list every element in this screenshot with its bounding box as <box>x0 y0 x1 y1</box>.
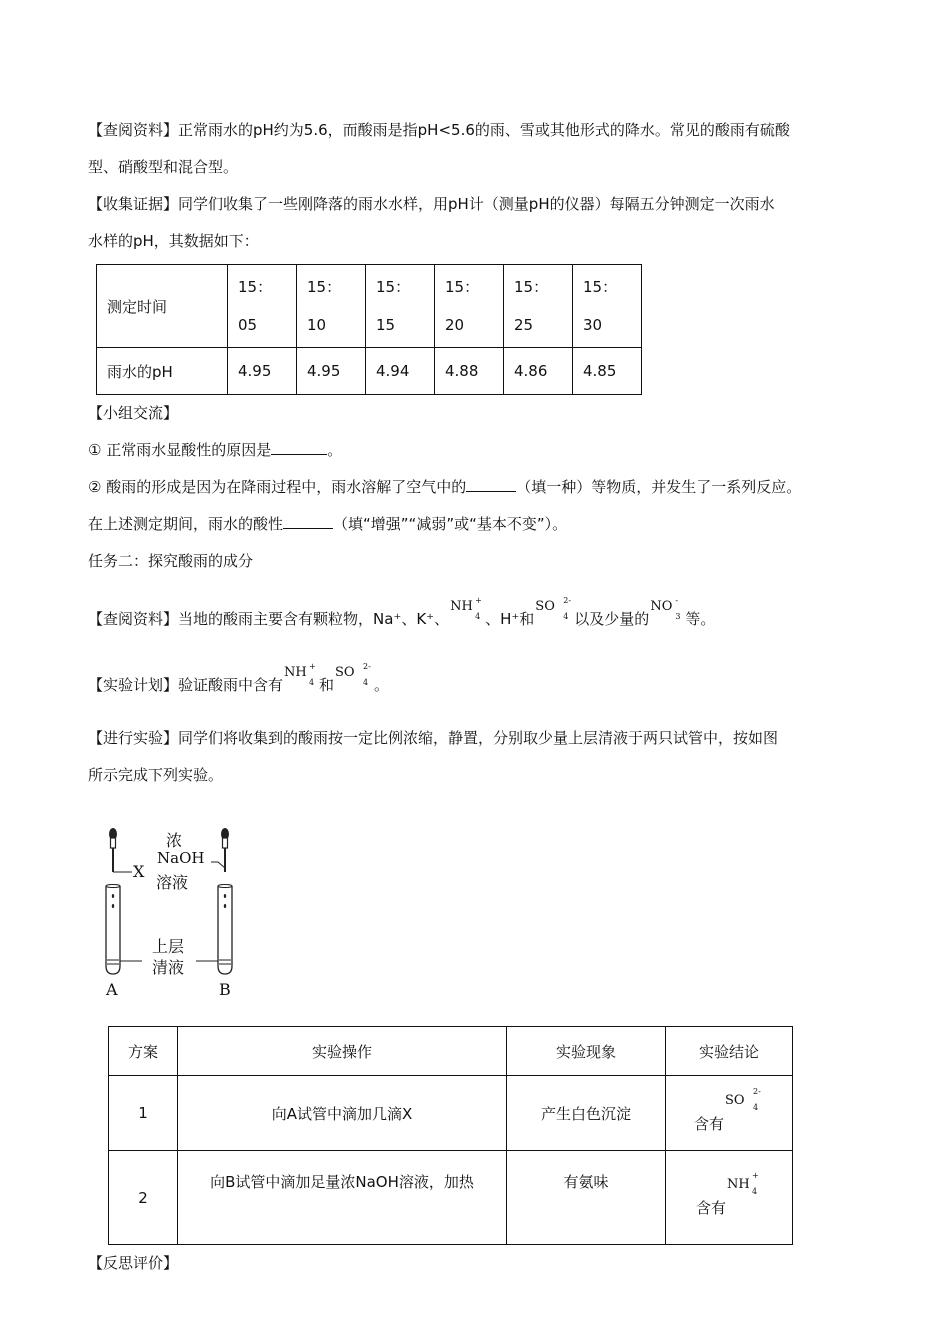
ion-text-start: 【查阅资料】当地的酸雨主要含有颗粒物，Na⁺、K⁺、 <box>88 610 450 628</box>
formula-subscript: 4 <box>753 1102 759 1112</box>
header-phenomenon: 实验现象 <box>507 1027 666 1076</box>
formula-subscript: 4 <box>563 612 569 621</box>
task-two-heading: 任务二：探究酸雨的成分 <box>88 552 254 570</box>
formula-base: SO <box>335 665 355 680</box>
header-operation: 实验操作 <box>178 1027 507 1076</box>
time-hour: 15： <box>583 278 618 296</box>
time-cell <box>435 265 504 348</box>
time-hour: 15： <box>514 278 549 296</box>
question-1 <box>88 432 878 469</box>
group-discussion-title: 【小组交流】 <box>88 404 179 422</box>
time-minute: 10 <box>307 316 327 334</box>
phenomenon-cell: 产生白色沉淀 <box>507 1076 666 1151</box>
paragraph-evidence-b: 水样的pH，其数据如下： <box>88 232 259 250</box>
reagent-x-label: X <box>133 862 145 881</box>
sulfate-formula <box>725 1086 763 1123</box>
experiment-plan-paragraph <box>88 654 878 704</box>
dropper-naoh-icon <box>211 828 229 872</box>
reflection-heading: 【反思评价】 <box>88 1254 179 1272</box>
formula-base: NH <box>284 665 307 680</box>
table-row-ph <box>97 348 642 395</box>
time-cell <box>573 265 642 348</box>
row-label-ph: 雨水的pH <box>97 348 228 395</box>
experiment-procedure-b: 所示完成下列实验。 <box>88 766 224 784</box>
time-minute: 30 <box>583 316 603 334</box>
experiment-table-header <box>109 1027 793 1076</box>
plan-text-start: 【实验计划】验证酸雨中含有 <box>88 676 284 694</box>
ammonium-formula <box>727 1171 761 1207</box>
formula-base: SO <box>535 599 555 614</box>
ammonium-formula <box>450 588 484 621</box>
formula-subscript: 3 <box>675 612 681 621</box>
question-2 <box>88 469 878 506</box>
phenomenon-cell: 有氨味 <box>507 1151 666 1245</box>
answer-blank-3[interactable] <box>283 510 333 529</box>
time-minute: 20 <box>445 316 465 334</box>
time-hour: 15： <box>376 278 411 296</box>
sulfate-formula <box>335 654 373 687</box>
formula-subscript: 4 <box>363 678 369 687</box>
ph-data-table <box>96 264 642 395</box>
formula-charge: 2- <box>753 1086 761 1096</box>
naoh-label-line3: 溶液 <box>156 873 189 892</box>
experiment-procedure-a: 【进行实验】同学们将收集到的酸雨按一定比例浓缩，静置，分别取少量上层清液于两只试管中，按如图 <box>88 729 779 747</box>
ph-value-cell: 4.88 <box>435 348 504 395</box>
formula-charge: + <box>475 596 482 605</box>
formula-base: NH <box>727 1177 750 1192</box>
formula-base: NH <box>450 599 473 614</box>
question-1-end: 。 <box>327 441 343 459</box>
nitrate-formula <box>650 588 684 621</box>
ammonium-formula <box>284 654 318 687</box>
header-conclusion: 实验结论 <box>666 1027 793 1076</box>
answer-blank-2[interactable] <box>466 473 516 492</box>
supernatant-label-line1: 上层 <box>152 937 185 956</box>
formula-base: NO <box>650 599 673 614</box>
sulfate-formula <box>535 588 573 621</box>
formula-subscript: 4 <box>475 612 481 621</box>
tube-a-label: A <box>106 980 118 999</box>
question-1-text: ① 正常雨水显酸性的原因是 <box>88 441 272 459</box>
question-2-text: ② 酸雨的形成是因为在降雨过程中，雨水溶解了空气中的 <box>88 478 467 496</box>
formula-charge: - <box>675 596 679 605</box>
formula-charge: 2- <box>363 662 371 671</box>
table-row-time <box>97 265 642 348</box>
plan-text-mid: 和 <box>319 676 335 694</box>
ph-value-cell: 4.86 <box>504 348 573 395</box>
naoh-label-line2: NaOH <box>157 849 205 867</box>
ion-text-mid1: 、H⁺和 <box>485 610 535 628</box>
time-hour: 15： <box>238 278 273 296</box>
conclusion-text: 含有 <box>693 1114 724 1133</box>
time-cell <box>366 265 435 348</box>
formula-subscript: 4 <box>309 678 315 687</box>
ion-text-mid2: 以及少量的 <box>574 610 650 628</box>
formula-base: SO <box>725 1092 745 1108</box>
time-minute: 15 <box>376 316 396 334</box>
paragraph-evidence-a: 【收集证据】同学们收集了一些刚降落的雨水水样，用pH计（测量pH的仪器）每隔五分钟测定一次雨水 <box>88 195 775 213</box>
time-cell <box>504 265 573 348</box>
operation-cell: 向A试管中滴加几滴X <box>178 1076 507 1151</box>
formula-subscript: 4 <box>752 1187 758 1196</box>
ion-reference-paragraph <box>88 588 878 638</box>
table-row <box>109 1151 793 1245</box>
conclusion-cell <box>666 1076 793 1151</box>
question-3-text: 在上述测定期间，雨水的酸性 <box>88 515 284 533</box>
plan-number: 1 <box>109 1076 178 1151</box>
paragraph-reference-1a: 【查阅资料】正常雨水的pH约为5.6，而酸雨是指pH<5.6的雨、雪或其他形式的降水。常见的酸雨有硫酸 <box>88 121 790 139</box>
time-minute: 25 <box>514 316 534 334</box>
time-cell <box>297 265 366 348</box>
time-cell <box>228 265 297 348</box>
paragraph-reference-1b: 型、硝酸型和混合型。 <box>88 158 239 176</box>
test-tube-figure <box>96 824 246 1004</box>
naoh-label-line1: 浓 <box>166 831 183 850</box>
conclusion-cell <box>666 1151 793 1245</box>
document-body <box>88 112 878 1282</box>
conclusion-text: 含有 <box>695 1199 726 1217</box>
answer-blank-1[interactable] <box>271 436 327 455</box>
ph-value-cell: 4.94 <box>366 348 435 395</box>
test-tube-b-icon <box>196 885 232 975</box>
ph-value-cell: 4.85 <box>573 348 642 395</box>
question-3-end: （填“增强”“减弱”或“基本不变”）。 <box>333 515 568 533</box>
test-tube-a-icon <box>106 885 142 975</box>
question-2-end: （填一种）等物质，并发生了一系列反应。 <box>516 478 802 496</box>
tube-b-label: B <box>219 980 231 999</box>
table-row <box>109 1076 793 1151</box>
formula-charge: 2- <box>563 596 572 605</box>
supernatant-label-line2: 清液 <box>152 958 185 977</box>
time-minute: 05 <box>238 316 258 334</box>
experiment-table <box>108 1026 793 1245</box>
formula-charge: + <box>309 662 316 671</box>
row-label-time: 测定时间 <box>97 265 228 348</box>
operation-cell: 向B试管中滴加足量浓NaOH溶液，加热 <box>178 1151 507 1245</box>
time-hour: 15： <box>445 278 480 296</box>
plan-number: 2 <box>109 1151 178 1245</box>
dropper-x-icon <box>109 828 132 872</box>
question-3 <box>88 506 878 543</box>
ion-text-end: 等。 <box>685 610 716 628</box>
ph-value-cell: 4.95 <box>297 348 366 395</box>
header-plan: 方案 <box>109 1027 178 1076</box>
formula-charge: + <box>752 1171 759 1180</box>
ph-value-cell: 4.95 <box>228 348 297 395</box>
time-hour: 15： <box>307 278 342 296</box>
plan-text-end: 。 <box>374 676 390 694</box>
